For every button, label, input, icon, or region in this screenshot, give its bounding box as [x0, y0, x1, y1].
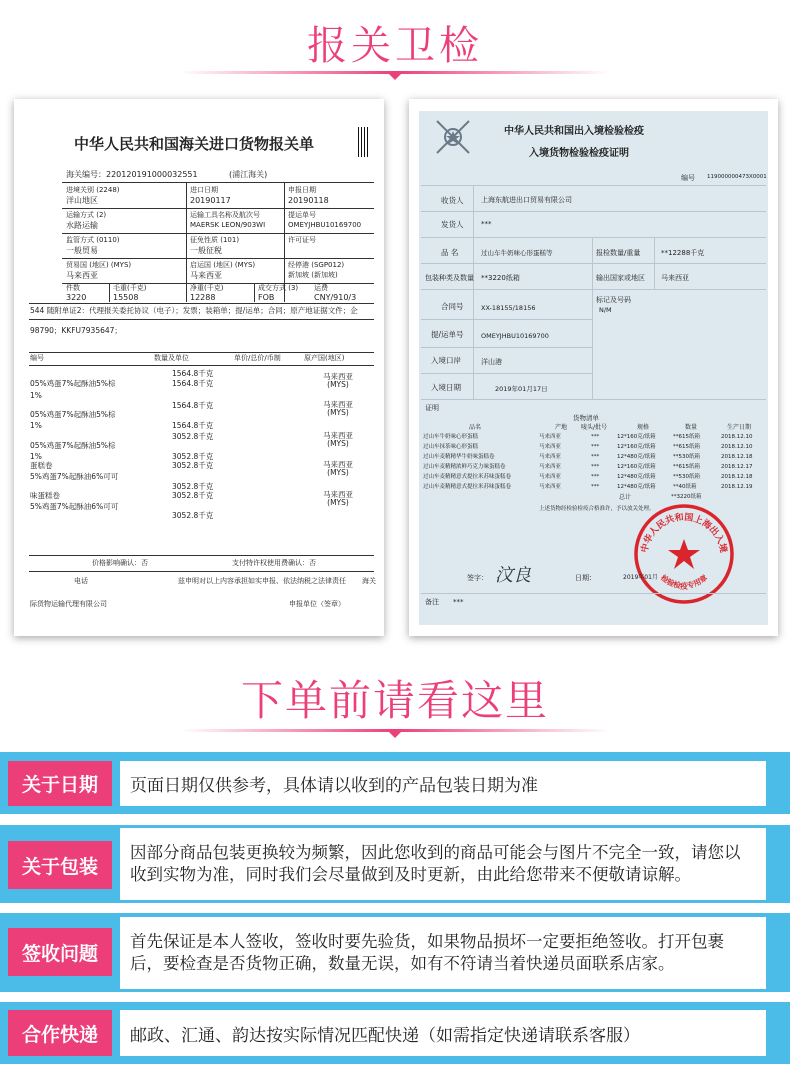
port-label: 入境口岸: [431, 356, 461, 365]
notice-text: 页面日期仅供参考，具体请以收到的产品包装日期为准: [130, 776, 538, 796]
list-cell: 2018.12.17: [721, 464, 753, 470]
list-cell: 2018.12.18: [721, 454, 753, 460]
list-cell: 马来西亚: [539, 444, 562, 450]
package-value: **3220纸箱: [481, 274, 520, 282]
goods-name: 5%鸡蛋7%起酥油6%可可: [30, 502, 119, 511]
field-value: 12288: [190, 293, 216, 302]
list-cell: ***: [591, 474, 600, 480]
goods-name: 05%鸡蛋7%起酥油5%棕: [30, 379, 116, 388]
country-label: 输出国家或地区: [596, 274, 645, 282]
seal-bottom-text: 检验检疫专用章: [658, 573, 710, 591]
field-label: 提运单号: [288, 211, 316, 219]
cert-no-value: 119000000473X0001: [707, 174, 767, 180]
list-cell: ***: [591, 444, 600, 450]
section-title-notice: 下单前请看这里: [240, 676, 549, 725]
section-title-customs: 报关卫检: [307, 23, 483, 69]
goods-name: 05%鸡蛋7%起酥油5%棕: [30, 410, 116, 419]
field-label: 运费: [314, 284, 328, 292]
footer-text: 支付特许权使用费确认：否: [232, 559, 316, 567]
customs-port: (浦江海关): [229, 170, 268, 179]
list-cell: **615纸箱: [673, 434, 700, 440]
goods-origin: 马来西亚 (MYS): [323, 372, 353, 389]
list-cell: 12*480克/纸箱: [617, 454, 656, 460]
list-cell: **40纸箱: [673, 484, 697, 490]
field-label: 启运国 (地区) (MYS): [190, 261, 256, 269]
section-title-pointer: [389, 74, 401, 80]
list-cell: 马来西亚: [539, 464, 562, 470]
list-cell: 2018.12.18: [721, 474, 753, 480]
field-label: 毛重(千克): [113, 284, 147, 292]
goods-col-header: 原产国(地区): [304, 354, 345, 362]
list-cell: 过山车麦精精华牛奶味蛋糕卷: [423, 454, 495, 460]
notice-text: 邮政、汇通、韵达按实际情况匹配快递（如需指定快递请联系客服）: [130, 1025, 640, 1046]
field-label: 运输方式 (2): [66, 211, 107, 219]
goods-name: 5%鸡蛋7%起酥油6%可可: [30, 472, 119, 481]
goods-qty: 3052.8千克: [172, 482, 214, 491]
goods-name: 05%鸡蛋7%起酥油5%棕: [30, 441, 116, 450]
list-cell: 12*160克/纸箱: [617, 434, 656, 440]
list-cell: 马来西亚: [539, 454, 562, 460]
goods-qty: 1564.8千克: [172, 401, 214, 410]
field-value: 水路运输: [66, 221, 98, 230]
goods-qty: 3052.8千克: [172, 432, 214, 441]
date-label: 入境日期: [431, 383, 461, 392]
list-cell: 12*480克/纸箱: [617, 484, 656, 490]
field-value: 20190117: [190, 196, 231, 205]
goods-origin: 马来西亚 (MYS): [323, 400, 353, 417]
certificate-statement: 上述货物经检验检疫合格准许，予以放关处理。: [539, 506, 655, 512]
mark-label: 标记及号码: [596, 296, 631, 304]
notice-tag-packaging: 关于包装: [8, 841, 112, 889]
list-cell: **530纸箱: [673, 454, 700, 460]
field-label: 运输工具名称及航次号: [190, 211, 260, 219]
weight-label: 报检数量/重量: [596, 249, 641, 257]
notice-tag-receipt: 签收问题: [8, 928, 112, 976]
goods-origin: 马来西亚 (MYS): [323, 431, 353, 448]
list-cell: 马来西亚: [539, 484, 562, 490]
goods-name: 1%: [30, 391, 42, 400]
goods-name: 1%: [30, 421, 42, 430]
bl-label: 提/运单号: [431, 330, 464, 339]
field-label: 进口日期: [190, 186, 218, 194]
goods-name: 1%: [30, 452, 42, 461]
goods-list-title: 货物清单: [573, 414, 599, 422]
field-value: FOB: [258, 293, 275, 302]
goods-qty: 1564.8千克: [172, 421, 214, 430]
goods-qty: 3052.8千克: [172, 511, 214, 520]
date-value: 2019年01月17日: [495, 385, 548, 393]
goods-qty: 1564.8千克: [172, 369, 214, 378]
cert-label: 证明: [425, 404, 439, 412]
marks-line: 98790；KKFU7935647；: [30, 326, 122, 335]
cert-no-label: 编号: [681, 174, 695, 182]
footer-text: 兹申明对以上内容承担如实申报、依法纳税之法律责任: [178, 577, 346, 585]
sign-date-label: 日期：: [575, 574, 596, 582]
sign-date-value: 2019年01月: [623, 574, 658, 581]
list-cell: 过山车麦精精意式提拉米苏味蛋糕卷: [423, 484, 512, 490]
field-label: 净重(千克): [190, 284, 224, 292]
total-value: **3220纸箱: [671, 494, 702, 500]
contract-value: XX-18155/18156: [481, 304, 536, 312]
attached-docs: 544 随附单证2：代理报关委托协议（电子）；发票；装箱单；提/运单；合同；原产地证据文件；企: [30, 306, 358, 315]
mark-value: N/M: [599, 306, 612, 314]
list-col-header: 品名: [469, 424, 482, 431]
field-value: 洋山地区: [66, 196, 98, 205]
goods-col-header: 数量及单位: [154, 354, 189, 362]
goods-name: 味蛋糕卷: [30, 491, 60, 500]
inspection-certificate-image: [409, 99, 778, 636]
field-label: 进境关别 (2248): [66, 186, 120, 194]
notice-date: [0, 752, 790, 814]
notice-courier: [0, 1002, 790, 1064]
footer-text: 际货物运输代理有限公司: [30, 600, 107, 608]
field-value: 3220: [66, 293, 87, 302]
port-value: 洋山港: [481, 358, 502, 366]
notice-text-packaging: [120, 828, 766, 900]
goods-qty: 3052.8千克: [172, 461, 214, 470]
remark-value: ***: [453, 598, 464, 606]
field-value: 马来西亚: [66, 271, 98, 280]
list-cell: 马来西亚: [539, 434, 562, 440]
product-label: 品 名: [441, 248, 459, 257]
customs-no: 海关编号：220120191000032551: [66, 170, 198, 179]
field-value: 马来西亚: [190, 271, 222, 280]
list-cell: 过山车麦精精浓鲜巧克力味蛋糕卷: [423, 464, 506, 470]
goods-name: 蛋糕卷: [30, 461, 53, 470]
list-cell: 12*160克/纸箱: [617, 444, 656, 450]
inspection-subtitle: 入境货物检验检疫证明: [529, 148, 629, 159]
remark-label: 备注: [425, 598, 439, 606]
list-cell: 过山车抹茶味心形蛋糕: [423, 444, 479, 450]
list-cell: 2018.12.10: [721, 444, 753, 450]
list-col-header: 产地: [555, 424, 568, 431]
package-label: 包装种类及数量: [425, 274, 474, 282]
notice-receipt: [0, 913, 790, 992]
field-label: 贸易国 (地区) (MYS): [66, 261, 132, 269]
seal-top-text: 中华人民共和国上海出入境: [640, 512, 728, 554]
notice-tag-date: 关于日期: [8, 761, 112, 806]
list-col-header: 数量: [685, 424, 698, 431]
list-cell: ***: [591, 464, 600, 470]
inspection-title: 中华人民共和国出入境检验检疫: [504, 126, 644, 137]
bl-value: OMEYJHBU10169700: [481, 332, 549, 340]
list-cell: 2018.12.10: [721, 434, 753, 440]
svg-text:检验检疫专用章: [659, 572, 709, 590]
list-col-header: 生产日期: [727, 424, 752, 431]
country-value: 马来西亚: [661, 274, 689, 282]
notice-text: 首先保证是本人签收，签收时要先验货，如果物品损坏一定要拒绝签收。打开包裹后，要检查是否货物正确，数量无误，如有不符请当着快递员面联系店家。: [130, 932, 724, 973]
field-label: 经停港 (SGP012): [288, 261, 345, 269]
goods-origin: 马来西亚 (MYS): [323, 490, 353, 507]
footer-text: 申报单位（签章）: [289, 600, 345, 608]
list-cell: 过山车麦精精意式提拉米苏味蛋糕卷: [423, 474, 512, 480]
field-label: 许可证号: [288, 236, 316, 244]
footer-text: 电话: [74, 577, 88, 585]
field-label: 征免性质 (101): [190, 236, 240, 244]
notice-text-date: [120, 761, 766, 806]
list-cell: 12*480克/纸箱: [617, 474, 656, 480]
list-cell: 2018.12.19: [721, 484, 753, 490]
list-cell: 12*160克/纸箱: [617, 464, 656, 470]
field-value: CNY/910/3: [314, 293, 357, 302]
goods-col-header: 编号: [30, 354, 44, 362]
list-col-header: 规格: [637, 424, 650, 431]
emblem-icon: [433, 117, 473, 157]
total-label: 总计: [619, 494, 632, 501]
product-value: 过山车牛奶味心形蛋糕等: [481, 249, 553, 257]
shipper-label: 发货人: [441, 220, 464, 229]
field-value: 一般征税: [190, 246, 222, 255]
field-value: OMEYJHBU10169700: [288, 221, 362, 229]
goods-origin: 马来西亚 (MYS): [323, 460, 353, 477]
notice-text: 因部分商品包装更换较为频繁，因此您收到的商品可能会与图片不完全一致，请您以收到实物为准，同时我们会尽量做到及时更新，由此给您带来不便敬请谅解。: [130, 843, 741, 884]
notice-text-receipt: [120, 917, 766, 989]
list-cell: **530纸箱: [673, 474, 700, 480]
sign-label: 签字：: [467, 574, 488, 582]
field-value: 15508: [113, 293, 139, 302]
field-label: 监管方式 (0110): [66, 236, 120, 244]
section-title-pointer: [389, 732, 401, 738]
notice-text-courier: [120, 1010, 766, 1056]
field-value: 新加坡 (新加坡): [288, 271, 338, 279]
list-cell: **615纸箱: [673, 444, 700, 450]
goods-col-header: 单价/总价/币制: [234, 354, 281, 362]
list-col-header: 唛头/批号: [581, 424, 608, 431]
list-cell: 马来西亚: [539, 474, 562, 480]
field-value: 20190118: [288, 196, 329, 205]
shipper-value: ***: [481, 220, 492, 228]
notice-tag-courier: 合作快递: [8, 1010, 112, 1056]
signature-handwritten: 汶良: [495, 565, 531, 586]
customs-title: 中华人民共和国海关进口货物报关单: [74, 135, 315, 153]
footer-text: 海关: [362, 577, 376, 585]
notice-packaging: [0, 825, 790, 903]
goods-qty: 3052.8千克: [172, 491, 214, 500]
field-value: MAERSK LEON/903WI: [190, 221, 266, 229]
barcode-icon: [358, 127, 370, 157]
goods-qty: 1564.8千克: [172, 379, 214, 388]
list-cell: ***: [591, 484, 600, 490]
field-value: 一般贸易: [66, 246, 98, 255]
goods-qty: 3052.8千克: [172, 452, 214, 461]
customs-declaration-image: [14, 99, 384, 636]
field-label: 申报日期: [288, 186, 316, 194]
field-label: 成交方式 (3): [258, 284, 299, 292]
list-cell: ***: [591, 454, 600, 460]
field-label: 件数: [66, 284, 80, 292]
consignee-value: 上海东航进出口贸易有限公司: [481, 196, 572, 204]
list-cell: ***: [591, 434, 600, 440]
list-cell: **615纸箱: [673, 464, 700, 470]
list-cell: 过山车牛奶味心形蛋糕: [423, 434, 479, 440]
footer-text: 价格影响确认：否: [92, 559, 148, 567]
consignee-label: 收货人: [441, 196, 464, 205]
contract-label: 合同号: [441, 302, 464, 311]
weight-value: **12288千克: [661, 249, 705, 257]
